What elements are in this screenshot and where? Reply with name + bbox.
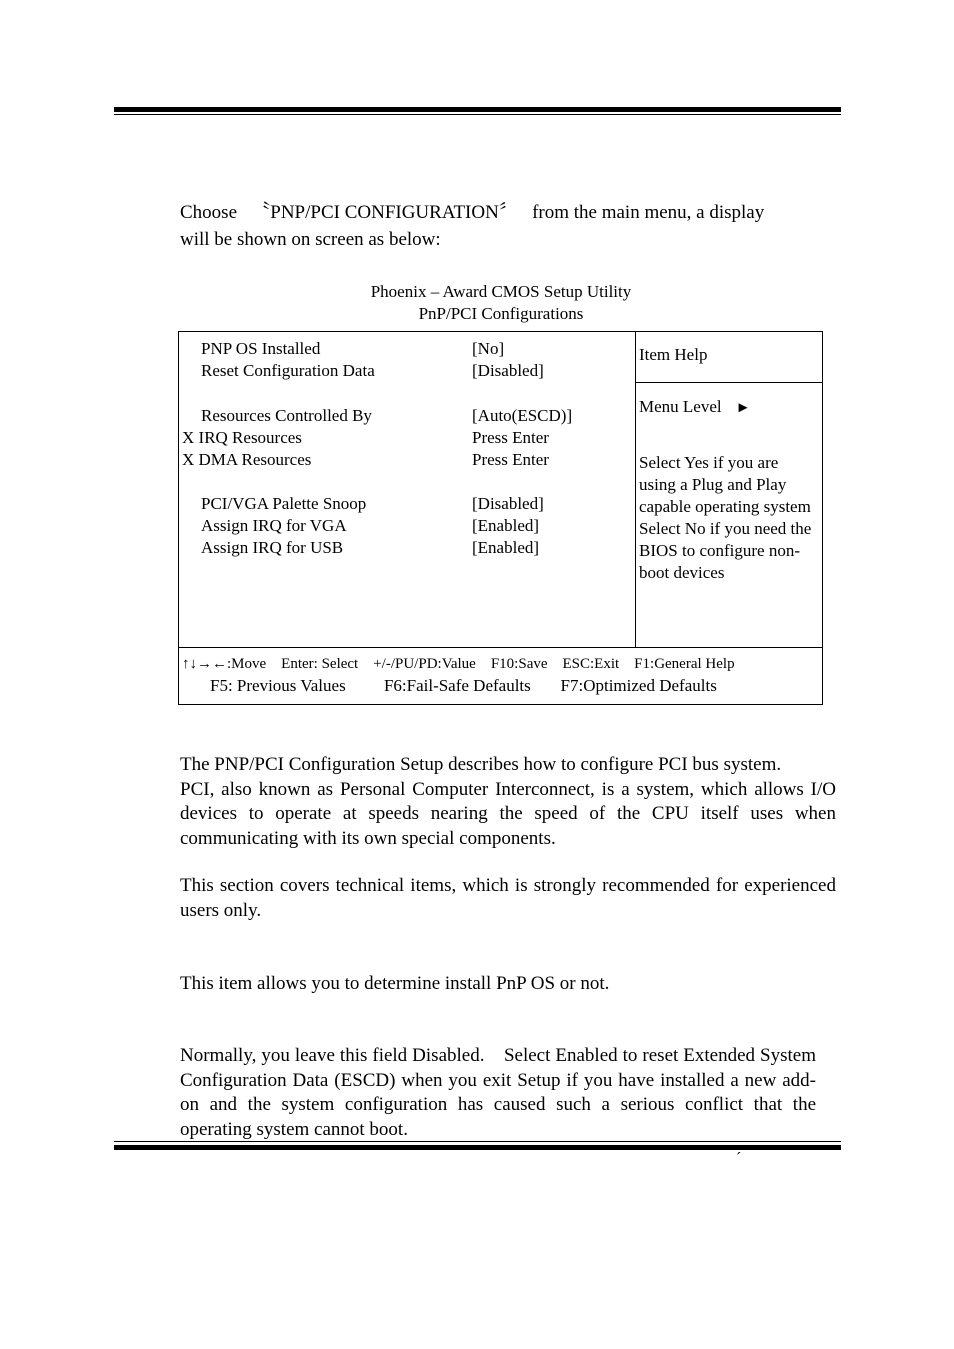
header-rule-thin [114, 114, 841, 115]
setting-dma-resources[interactable] [179, 449, 635, 471]
setting-value[interactable]: [Enabled] [472, 516, 540, 535]
intro-line-1: Choose 〝PNP/PCI CONFIGURATION〞 from the main menu, a display [180, 202, 765, 223]
setting-pci-vga-palette-snoop[interactable] [179, 493, 635, 515]
paragraph-pnp-os-installed: This item allows you to determine install PnP OS or not. [180, 973, 610, 994]
setting-label: Reset Configuration Data [201, 361, 375, 380]
menu-level-label: Menu Level [639, 397, 722, 416]
footer-rule-thick [114, 1145, 841, 1150]
footer-rule-thin [114, 1141, 841, 1142]
setting-pnp-os-installed[interactable] [179, 338, 635, 360]
caption-subtitle: PnP/PCI Configurations [418, 304, 584, 323]
menu-level [639, 396, 750, 419]
setting-irq-resources[interactable] [179, 427, 635, 449]
setting-value[interactable]: [No] [472, 339, 505, 358]
setting-label: Assign IRQ for VGA [201, 516, 347, 535]
intro-paragraph [180, 199, 838, 253]
item-help-text: Select Yes if you are using a Plug and Play capable operating system Select No if you need the BIOS to configure non-boot devices [639, 453, 812, 582]
setting-assign-irq-usb[interactable] [179, 537, 635, 559]
setting-label: PNP OS Installed [201, 339, 321, 358]
key-legend-line-2: F5: Previous Values F6:Fail-Safe Defaults F7:Optimized Defaults [210, 676, 717, 695]
bios-setup-screen [178, 331, 823, 705]
right-triangle-icon: ► [735, 400, 751, 416]
paragraph-line: The PNP/PCI Configuration Setup describes how to configure PCI bus system. [180, 754, 782, 775]
setting-value[interactable]: [Disabled] [472, 361, 544, 380]
setting-value[interactable]: Press Enter [472, 428, 549, 447]
paragraph-technical-note: This section covers technical items, which is strongly recommended for experienced users only. [180, 875, 836, 921]
paragraph-text: PCI, also known as Personal Computer Interconnect, is a system, which allows I/O devices to operate at speeds nearing the speed of the CPU itself uses when communicating with its own special components. [180, 778, 836, 849]
item-help-title: Item Help [639, 345, 708, 364]
divider-vertical [635, 332, 636, 647]
divider-horizontal [179, 647, 822, 648]
setting-label: X IRQ Resources [182, 428, 302, 447]
intro-line-2: will be shown on screen as below: [180, 229, 441, 250]
setting-label: X DMA Resources [182, 450, 312, 469]
header-rule-thick [114, 107, 841, 112]
setting-value[interactable]: [Disabled] [472, 494, 544, 513]
setting-label: Assign IRQ for USB [201, 538, 344, 557]
caption-title: Phoenix – Award CMOS Setup Utility [370, 282, 632, 301]
footer-mark: ˊ [736, 1150, 742, 1167]
setting-label: PCI/VGA Palette Snoop [201, 494, 367, 513]
setting-assign-irq-vga[interactable] [179, 515, 635, 537]
setting-value[interactable]: Press Enter [472, 450, 549, 469]
help-divider [635, 382, 822, 383]
key-legend-line-1: ↑↓→←:Move Enter: Select +/-/PU/PD:Value F10:Save ESC:Exit F1:General Help [182, 656, 735, 672]
paragraph-reset-configuration-data: Normally, you leave this field Disabled. Select Enabled to reset Extended System Configuration Data (ESCD) when you exit Setup if you have installed a new add-on and the system configuration has caused such a serious conflict that the operating system cannot boot. [180, 1045, 816, 1140]
setting-reset-configuration-data[interactable] [179, 360, 635, 382]
setting-label: Resources Controlled By [201, 406, 372, 425]
screen-caption [180, 281, 822, 325]
setting-resources-controlled-by[interactable] [179, 405, 635, 427]
setting-value[interactable]: [Enabled] [472, 538, 540, 557]
paragraph-pnp-pci-description [180, 753, 838, 851]
setting-value[interactable]: [Auto(ESCD)] [472, 406, 573, 425]
